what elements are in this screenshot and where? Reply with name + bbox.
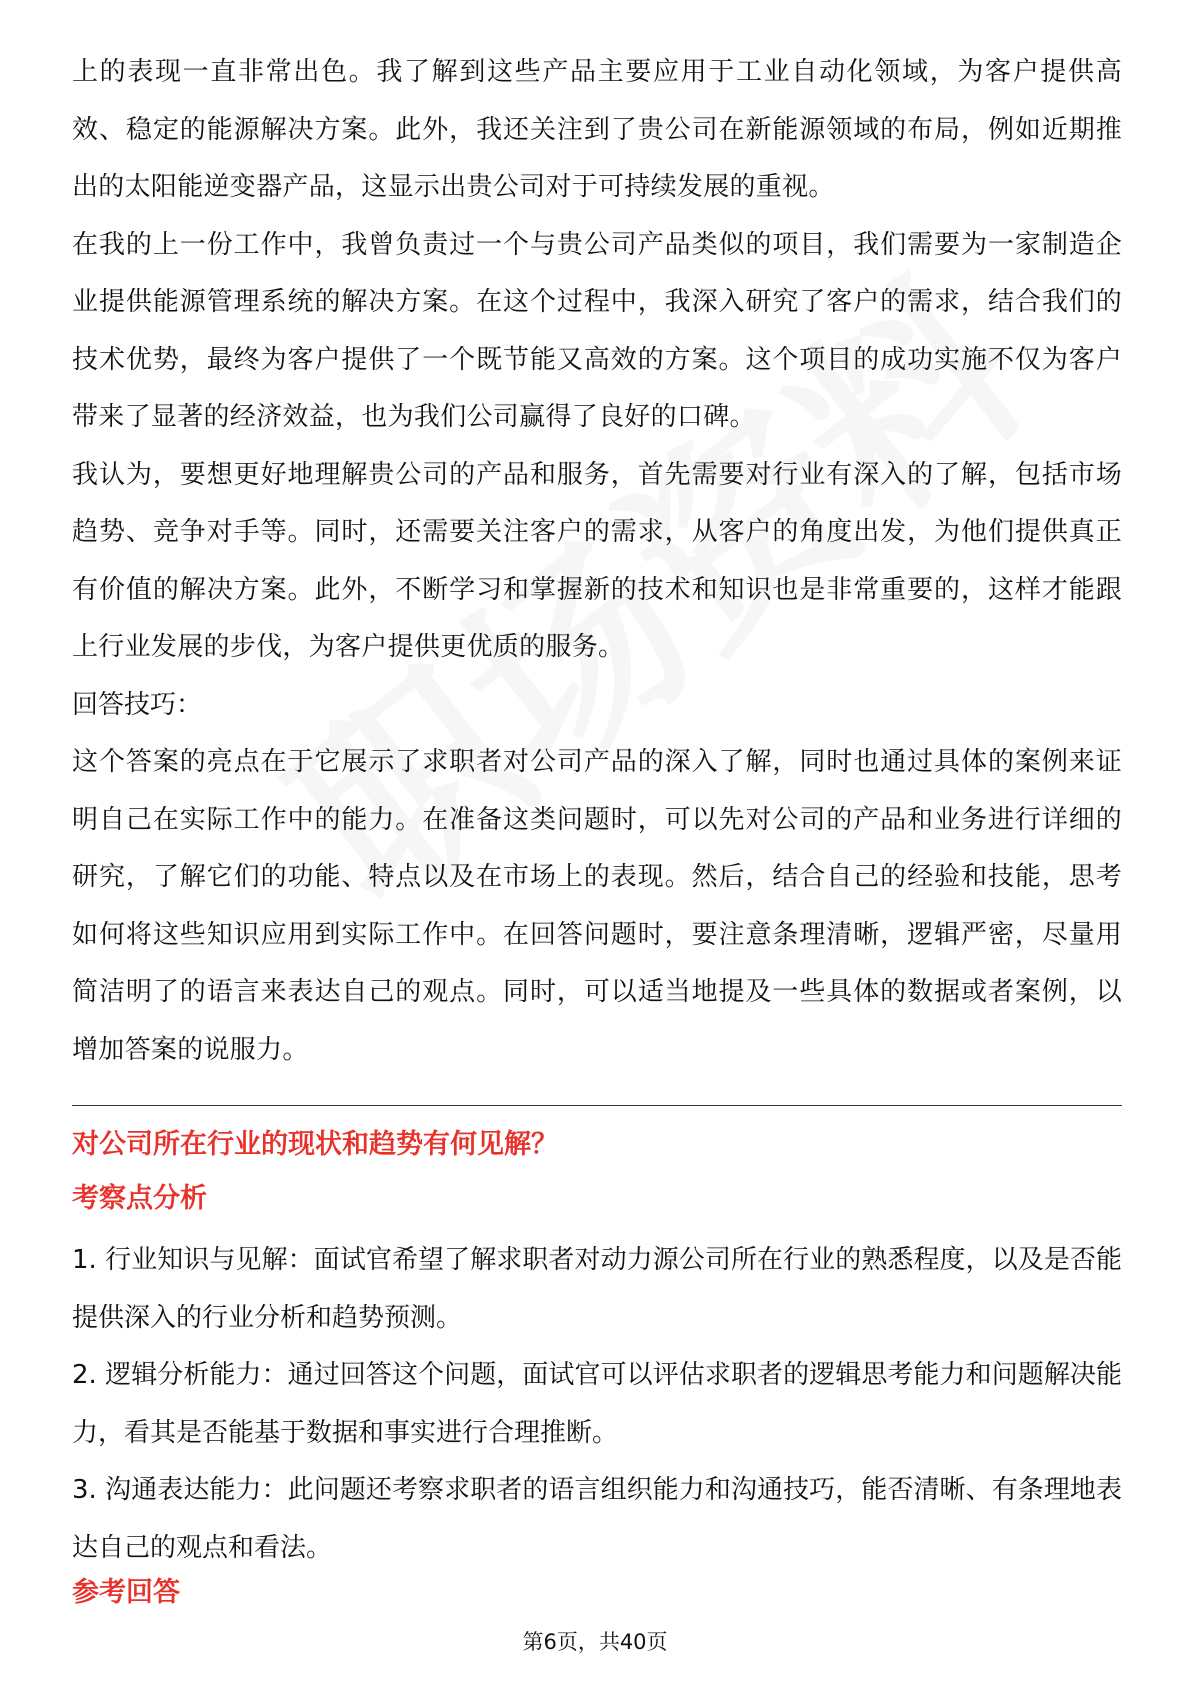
analysis-heading: 考察点分析 [72,1183,207,1214]
body-paragraph-2: 在我的上一份工作中，我曾负责过一个与贵公司产品类似的项目，我们需要为一家制造企业提供能源管理系统的解决方案。在这个过程中，我深入研究了客户的需求，结合我们的技术优势，最终为客户提供了一个既节能又高效的方案。这个项目的成功实施不仅为客户带来了显著的经济效益，也为我们公司赢得了良好的口碑。 [72,229,1122,432]
answer-heading: 参考回答 [72,1577,180,1608]
analysis-item-2: 2. 逻辑分析能力：通过回答这个问题，面试官可以评估求职者的逻辑思考能力和问题解决能力，看其是否能基于数据和事实进行合理推断。 [72,1360,1122,1448]
page-number: 第6页，共40页 [522,1630,668,1654]
document-body [72,44,1122,1079]
question-title: 对公司所在行业的现状和趋势有何见解？ [72,1129,558,1160]
section-divider [72,1105,1122,1106]
tips-paragraph: 这个答案的亮点在于它展示了求职者对公司产品的深入了解，同时也通过具体的案例来证明自己在实际工作中的能力。在准备这类问题时，可以先对公司的产品和业务进行详细的研究，了解它们的功能、特点以及在市场上的表现。然后，结合自己的经验和技能，思考如何将这些知识应用到实际工作中。在回答问题时，要注意条理清晰，逻辑严密，尽量用简洁明了的语言来表达自己的观点。同时，可以适当地提及一些具体的数据或者案例，以增加答案的说服力。 [72,747,1122,1065]
body-paragraph-3: 我认为，要想更好地理解贵公司的产品和服务，首先需要对行业有深入的了解，包括市场趋势、竞争对手等。同时，还需要关注客户的需求，从客户的角度出发，为他们提供真正有价值的解决方案。此外，不断学习和掌握新的技术和知识也是非常重要的，这样才能跟上行业发展的步伐，为客户提供更优质的服务。 [72,459,1122,662]
body-paragraph-1: 上的表现一直非常出色。我了解到这些产品主要应用于工业自动化领域，为客户提供高效、稳定的能源解决方案。此外，我还关注到了贵公司在新能源领域的布局，例如近期推出的太阳能逆变器产品，这显示出贵公司对于可持续发展的重视。 [72,57,1122,202]
analysis-item-1: 1. 行业知识与见解：面试官希望了解求职者对动力源公司所在行业的熟悉程度，以及是否能提供深入的行业分析和趋势预测。 [72,1245,1122,1333]
tips-label: 回答技巧： [72,689,203,720]
analysis-item-3: 3. 沟通表达能力：此问题还考察求职者的语言组织能力和沟通技巧，能否清晰、有条理地表达自己的观点和看法。 [72,1475,1122,1563]
analysis-list [72,1232,1122,1577]
